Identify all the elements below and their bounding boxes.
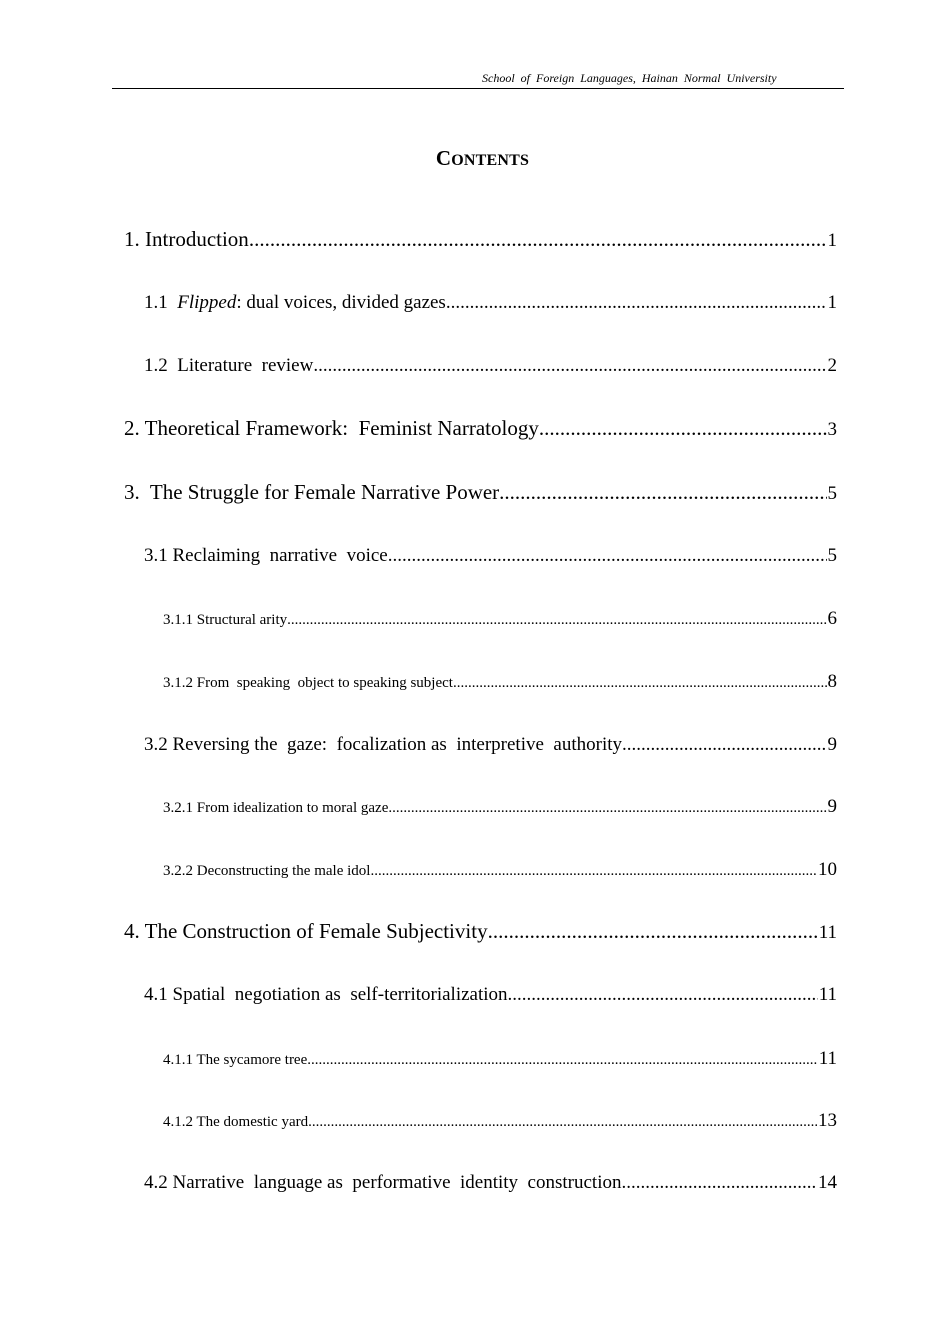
toc-entry-label: 4.2 Narrative language as performative identity construction bbox=[144, 1172, 622, 1193]
dot-leader bbox=[539, 416, 827, 441]
dot-leader bbox=[499, 480, 826, 505]
dot-leader bbox=[388, 800, 826, 817]
running-header bbox=[112, 70, 844, 89]
toc-title bbox=[0, 146, 950, 171]
toc-page-number: 13 bbox=[818, 1110, 837, 1131]
header-institution: School of Foreign Languages, Hainan Normal University bbox=[482, 71, 777, 85]
toc-entry-label: 2. Theoretical Framework: Feminist Narratology bbox=[124, 416, 539, 440]
toc-entry-label: 1. Introduction bbox=[124, 227, 249, 251]
toc-entry-3-1[interactable] bbox=[144, 545, 837, 567]
dot-leader bbox=[388, 545, 827, 567]
toc-page-number: 8 bbox=[827, 671, 837, 692]
toc-entry-3-2[interactable] bbox=[144, 734, 837, 756]
toc-entry-3-2-1[interactable] bbox=[163, 796, 837, 818]
toc-entry-4-1[interactable] bbox=[144, 984, 837, 1006]
toc-entry-label: 1.2 Literature review bbox=[144, 355, 314, 376]
toc-entry-1-1[interactable] bbox=[144, 292, 837, 314]
toc-entry-3-1-2[interactable] bbox=[163, 671, 837, 693]
toc-entry-2[interactable] bbox=[124, 416, 837, 441]
toc-page-number: 9 bbox=[827, 796, 837, 817]
toc-entry-4-1-1[interactable] bbox=[163, 1048, 837, 1070]
toc-page-number: 10 bbox=[818, 859, 837, 880]
toc-entry-label: 4.1.2 The domestic yard bbox=[163, 1114, 309, 1130]
toc-page-number: 14 bbox=[818, 1172, 837, 1193]
toc-entry-label: 4.1.1 The sycamore tree bbox=[163, 1052, 308, 1068]
toc-entry-label: 3.1.2 From speaking object to speaking subject bbox=[163, 675, 453, 691]
dot-leader bbox=[313, 355, 826, 377]
toc-page-number: 3 bbox=[827, 419, 837, 440]
toc-entry-label: 4.1 Spatial negotiation as self-territorialization bbox=[144, 984, 508, 1005]
toc-entry-4[interactable] bbox=[124, 919, 837, 944]
toc-page-number: 6 bbox=[827, 608, 837, 629]
toc-entry-3-2-2[interactable] bbox=[163, 859, 837, 881]
toc-page-number: 5 bbox=[827, 545, 837, 566]
dot-leader bbox=[508, 984, 818, 1006]
toc-page-number: 2 bbox=[827, 355, 837, 376]
toc-entry-label: 3.1 Reclaiming narrative voice bbox=[144, 545, 388, 566]
toc-entry-4-1-2[interactable] bbox=[163, 1110, 837, 1132]
toc-entry-label: 4. The Construction of Female Subjectivity bbox=[124, 919, 488, 943]
toc-entry-label: 3. The Struggle for Female Narrative Power bbox=[124, 480, 500, 504]
dot-leader bbox=[249, 227, 827, 252]
toc-title-initial: C bbox=[435, 146, 452, 170]
toc-page-number: 9 bbox=[827, 734, 837, 755]
dot-leader bbox=[446, 292, 827, 314]
toc-entry-label: 3.2.2 Deconstructing the male idol bbox=[163, 863, 371, 879]
dot-leader bbox=[287, 612, 826, 629]
toc-entry-label: 3.1.1 Structural arity bbox=[163, 612, 288, 628]
toc-title-rest: ONTENTS bbox=[451, 152, 530, 169]
toc-page-number: 1 bbox=[827, 292, 837, 313]
toc-page-number: 5 bbox=[827, 483, 837, 504]
toc-entry-label: 3.2.1 From idealization to moral gaze bbox=[163, 800, 389, 816]
dot-leader bbox=[488, 919, 818, 944]
toc-entry-italic-title: Flipped bbox=[177, 292, 237, 313]
toc-page-number: 1 bbox=[827, 230, 837, 251]
toc-entry-4-2[interactable] bbox=[144, 1172, 837, 1194]
dot-leader bbox=[307, 1052, 817, 1069]
toc-entry-label: : dual voices, divided gazes bbox=[236, 292, 446, 313]
toc-page-number: 11 bbox=[818, 1048, 837, 1069]
toc-entry-1-2[interactable] bbox=[144, 355, 837, 377]
toc-entry-label: 3.2 Reversing the gaze: focalization as interpretive authority bbox=[144, 734, 622, 755]
toc-entry-introduction[interactable] bbox=[124, 227, 837, 252]
dot-leader bbox=[622, 734, 827, 756]
dot-leader bbox=[370, 863, 817, 880]
toc-entry-3-1-1[interactable] bbox=[163, 608, 837, 630]
dot-leader bbox=[453, 675, 827, 692]
dot-leader bbox=[308, 1114, 817, 1131]
toc-page-number: 11 bbox=[818, 984, 837, 1005]
toc-page-number: 11 bbox=[818, 922, 837, 943]
toc-entry-3[interactable] bbox=[124, 480, 837, 505]
dot-leader bbox=[621, 1172, 817, 1194]
toc-entry-prefix: 1.1 bbox=[144, 292, 178, 313]
